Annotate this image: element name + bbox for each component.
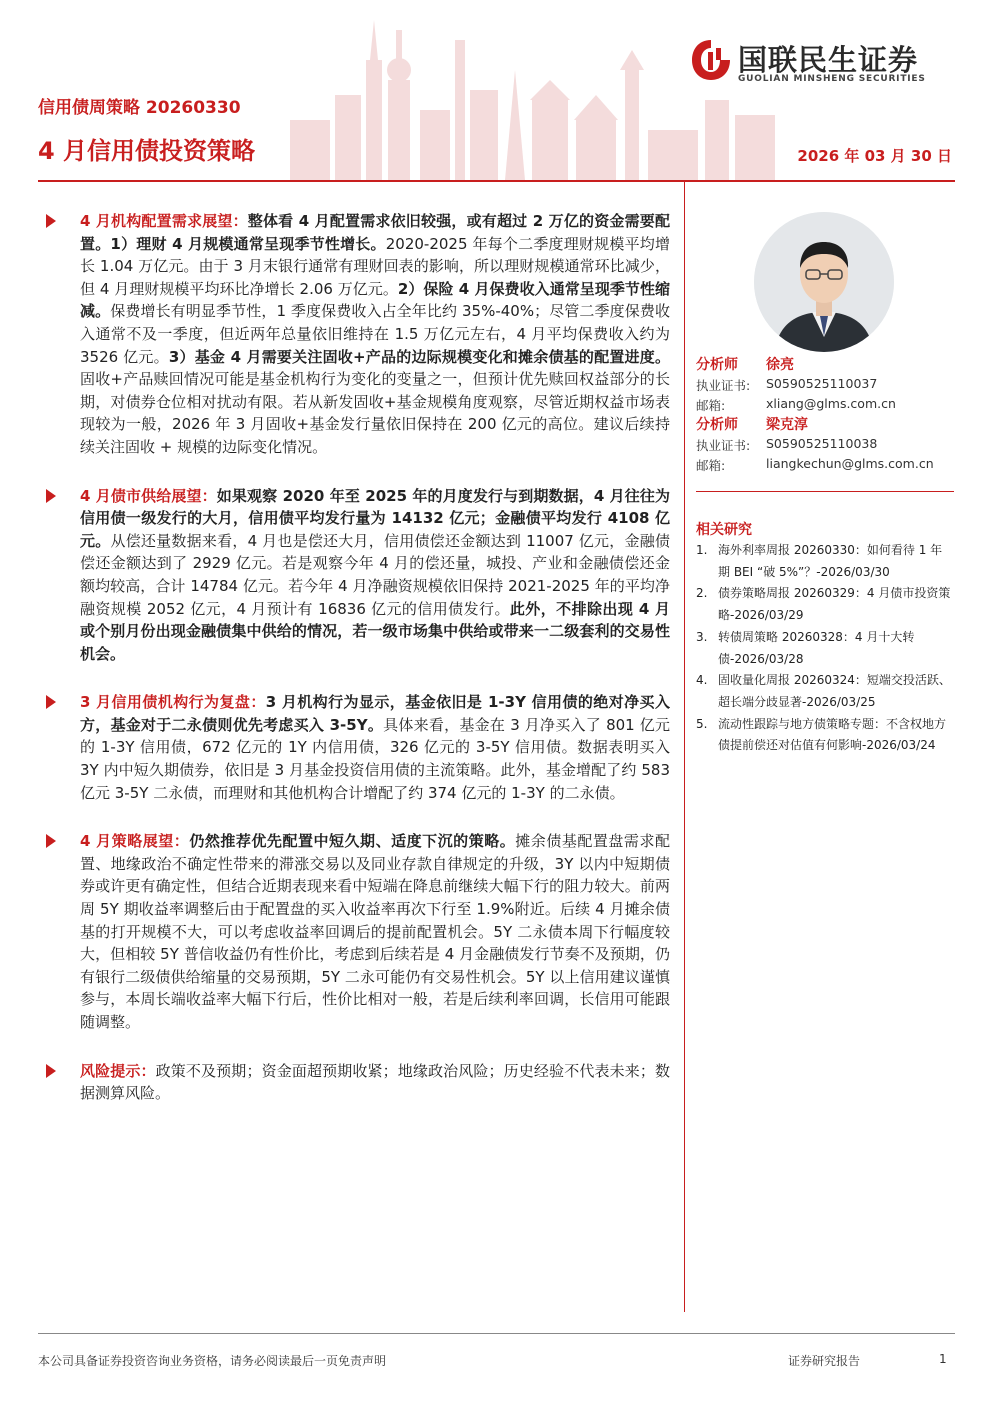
footer-divider bbox=[38, 1333, 955, 1334]
person-portrait-icon bbox=[754, 212, 894, 352]
emphasis-text: 3 月机构行为显示，基金依旧是 1-3Y 信用债的绝对净买入方，基金对于二永债则优先考虑买入 3-5Y。 bbox=[80, 693, 670, 734]
section-label: 4 月债市供给展望： bbox=[80, 486, 217, 505]
bullet-section bbox=[38, 210, 670, 459]
analyst-1-role-row bbox=[696, 354, 794, 374]
bullet-arrow-icon bbox=[46, 214, 56, 228]
related-research-list bbox=[696, 540, 954, 757]
related-research-item[interactable] bbox=[696, 583, 954, 626]
analyst-1-cert-row bbox=[696, 376, 878, 394]
related-research-item[interactable] bbox=[696, 714, 954, 757]
analyst-2-cert-row bbox=[696, 436, 878, 454]
report-title: 4 月信用债投资策略 bbox=[38, 137, 256, 165]
email-address[interactable]: xliang@glms.com.cn bbox=[766, 396, 896, 411]
section-label: 4 月策略展望： bbox=[80, 832, 190, 851]
emphasis-text: 2）保险 4 月保费收入通常呈现季节性缩减。 bbox=[80, 279, 670, 321]
analyst-name: 徐亮 bbox=[766, 357, 794, 373]
body-text: 具体来看，基金在 3 月净买入了 801 亿元的 1-3Y 信用债，672 亿元的 1Y 内信用债，326 亿元的 3-5Y 信用债。数据表明买入 3Y 内中短久期债券，依旧是 3 月基金投资信用债的主流策略。此外，基金增配了约 583 亿元 3-5Y 二永债，而理财和其他机构合计增配了约 374 亿元的 1-3Y 的二永债。 bbox=[80, 715, 671, 802]
page-number: 1 bbox=[939, 1352, 947, 1366]
related-research-title: 相关研究 bbox=[696, 522, 752, 538]
cert-label: 执业证书: bbox=[696, 378, 751, 393]
footer-disclaimer: 本公司具备证券投资咨询业务资格，请务必阅读最后一页免责声明 bbox=[38, 1354, 387, 1368]
item-number: 2. bbox=[696, 586, 708, 601]
bullet-arrow-icon bbox=[46, 834, 56, 848]
emphasis-text: 3）基金 4 月需要关注固收+产品的边际规模变化和摊余债基的配置进度。 bbox=[168, 347, 670, 366]
report-date: 2026 年 03 月 30 日 bbox=[797, 147, 952, 165]
footer-doc-type: 证券研究报告 bbox=[788, 1354, 861, 1368]
item-number: 5. bbox=[696, 716, 708, 731]
emphasis-text: 此外，不排除出现 4 月或个别月份出现金融债集中供给的情况，若一级市场集中供给或带来一二级套利的交易性机会。 bbox=[80, 599, 670, 663]
item-number: 4. bbox=[696, 673, 708, 688]
bullet-section bbox=[38, 830, 670, 1033]
column-divider bbox=[684, 182, 685, 1312]
item-text: 流动性跟踪与地方债策略专题：不含权地方债提前偿还对估值有何影响-2026/03/24 bbox=[718, 716, 947, 753]
analyst-name: 梁克淳 bbox=[766, 417, 808, 433]
related-research-item[interactable] bbox=[696, 627, 954, 670]
bullet-section bbox=[38, 485, 670, 666]
bullet-arrow-icon bbox=[46, 695, 56, 709]
bullet-section bbox=[38, 691, 670, 804]
item-text: 转债周策略 20260328：4 月十大转债-2026/03/28 bbox=[718, 629, 915, 666]
email-address[interactable]: liangkechun@glms.com.cn bbox=[766, 456, 934, 471]
report-series: 信用债周策略 20260330 bbox=[38, 98, 241, 118]
section-label: 风险提示： bbox=[80, 1061, 156, 1080]
logo-emblem-icon bbox=[690, 38, 732, 82]
emphasis-text: 如果观察 2020 年至 2025 年的月度发行与到期数据，4 月往往为信用债一级发行的大月，信用债平均发行量为 14132 亿元；金融债平均发行 4108 亿元。 bbox=[80, 486, 670, 550]
logo-chinese-text: 国联民生证券 bbox=[738, 43, 919, 77]
emphasis-text: 仍然推荐优先配置中短久期、适度下沉的策略。 bbox=[189, 832, 516, 851]
analyst-2-role-row bbox=[696, 414, 808, 434]
section-label: 3 月信用债机构行为复盘： bbox=[80, 693, 266, 712]
body-text: 从偿还量数据来看，4 月也是偿还大月，信用债偿还金额达到 11007 亿元，金融债偿还金额达到了 2929 亿元。若是观察今年 4 月的偿还量，城投、产业和金融债偿还金额均较高，合计 14784 亿元。若今年 4 月净融资规模依旧保持 2021-2025 年的平均净融资规模 2052 亿元，4 月预计有 16836 亿元的信用债发行。 bbox=[80, 531, 670, 618]
related-research-item[interactable] bbox=[696, 670, 954, 713]
item-text: 债券策略周报 20260329：4 月债市投资策略-2026/03/29 bbox=[718, 586, 951, 623]
logo-english-text: GUOLIAN MINSHENG SECURITIES bbox=[738, 74, 926, 84]
city-skyline-illustration bbox=[280, 0, 780, 180]
analyst-photo bbox=[754, 212, 894, 352]
related-research-item[interactable] bbox=[696, 540, 954, 583]
email-label: 邮箱: bbox=[696, 458, 726, 473]
item-number: 3. bbox=[696, 629, 708, 644]
item-text: 海外利率周报 20260330：如何看待 1 年期 BEI “破 5%”？-2026/03/30 bbox=[718, 543, 943, 579]
analyst-2-email-row bbox=[696, 456, 934, 474]
item-text: 固收量化周报 20260324：短端交投活跃、超长端分歧显著-2026/03/25 bbox=[718, 673, 951, 709]
cert-number: S0590525110038 bbox=[766, 436, 878, 451]
cert-number: S0590525110037 bbox=[766, 376, 878, 391]
bullet-arrow-icon bbox=[46, 1064, 56, 1078]
emphasis-text: 整体看 4 月配置需求依旧较强，或有超过 2 万亿的资金需要配置。1）理财 4 月规模通常呈现季节性增长。 bbox=[80, 212, 670, 253]
header-divider bbox=[38, 180, 955, 182]
report-body bbox=[38, 210, 670, 1131]
analyst-role-label: 分析师 bbox=[696, 357, 738, 373]
sidebar-divider bbox=[696, 491, 954, 492]
item-number: 1. bbox=[696, 543, 708, 557]
section-label: 4 月机构配置需求展望： bbox=[80, 212, 248, 230]
bullet-section bbox=[38, 1060, 670, 1105]
body-text: 摊余债基配置盘需求配置、地缘政治不确定性带来的滞涨交易以及同业存款自律规定的升级，3Y 以内中短期债券或许更有确定性，但结合近期表现来看中短端在降息前继续大幅下行的阻力较大。前两周 5Y 期收益率调整后由于配置盘的买入收益率再次下行至 1.9%附近。后续 4 月摊余债基的打开规模不大，可以考虑收益率回调后的提前配置机会。5Y 二永债本周下行幅度较大，但相较 5Y 普信收益仍有性价比，考虑到后续若是 4 月金融债发行节奏不及预期，仍有银行二级债供给缩量的交易预期，5Y 二永可能仍有交易性机会。5Y 以上信用建议谨慎参与，本周长端收益率大幅下行后，性价比相对一般，若是后续利率回调，长信用可能跟随调整。 bbox=[80, 832, 670, 1031]
body-text: 2020-2025 年每个二季度理财规模平均增长 1.04 万亿元。由于 3 月末银行通常有理财回表的影响，所以理财规模通常环比减少，但 4 月理财规模平均环比净增长 2.06 万亿元。 bbox=[80, 234, 670, 298]
analyst-role-label: 分析师 bbox=[696, 417, 738, 433]
email-label: 邮箱: bbox=[696, 398, 726, 413]
body-text: 保费增长有明显季节性，1 季度保费收入占全年比约 35%-40%；尽管二季度保费收入通常不及一季度，但近两年总量依旧维持在 1.5 万亿元左右，4 月平均保费收入约为 3526 亿元。 bbox=[80, 302, 670, 366]
body-text: 政策不及预期；资金面超预期收紧；地缘政治风险；历史经验不代表未来；数据测算风险。 bbox=[80, 1061, 670, 1103]
bullet-arrow-icon bbox=[46, 489, 56, 503]
company-logo bbox=[690, 36, 960, 90]
analyst-1-email-row bbox=[696, 396, 896, 414]
body-text: 固收+产品赎回情况可能是基金机构行为变化的变量之一，但预计优先赎回权益部分的长期，对债券仓位相对扰动有限。若从新发固收+基金规模角度观察，尽管近期权益市场表现较为一般，2026 年 3 月固收+基金发行量依旧保持在 200 亿元的高位。建议后续持续关注固收 + 规模的边际变化情况。 bbox=[80, 370, 670, 456]
cert-label: 执业证书: bbox=[696, 438, 751, 453]
